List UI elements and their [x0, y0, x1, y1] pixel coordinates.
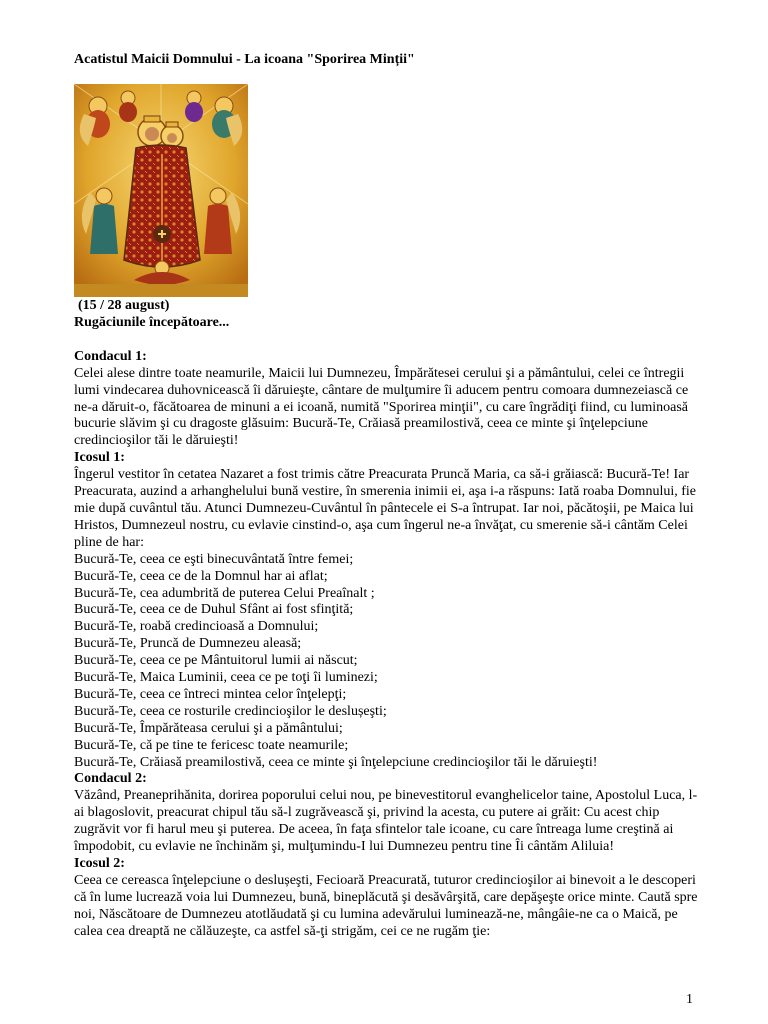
salutation-line: Bucură-Te, Pruncă de Dumnezeu aleasă; — [74, 636, 302, 652]
condac1-text: Celei alese dintre toate neamurile, Maicii lui Dumnezeu, Împărătesei cerului şi a pământului, celei ce întregii lumi vindecarea duhovnicească îi dăruieşte, cântare de mulţumire îi aducem pentru comoara dumnezeiască ce ne-a dăruit-o, făcătoarea de minuni a ei icoană, numită "Sporirea minţii", cu care îngrădiţi fiind, cu luminoasă bucurie slăvim şi cu dragoste glăsuim: Bucură-Te, Crăiasă preamilostivă, ceea ce minte şi înţelepciune credincioşilor tăi le dăruieşti! — [74, 365, 689, 449]
condac2-text: Văzând, Preaneprihănita, dorirea poporului celui nou, pe binevestitorul evanghelicelor taine, Apostolul Luca, l-ai blagoslovit, preacurat chipul tău să-l zugrăvească şi, privind la acesta, cu putere ai grăit: Cu acest chip zugrăvit vor fi harul meu şi puterea. De aceea, în faţa sfintelor tale icoane, cu care întreaga lume creştină ai împodobit, cu evlavie ne închinăm şi, mulţumindu-I lui Dumnezeu pentru tine Îi cântăm Aliluia! — [74, 788, 698, 855]
salutation-line: Bucură-Te, roabă credincioasă a Domnului; — [74, 619, 319, 635]
icos1-heading: Icosul 1: — [74, 450, 125, 466]
salutation-line: Bucură-Te, ceea ce eşti binecuvântată între femei; — [74, 551, 354, 567]
document-page — [74, 51, 700, 941]
salutation-line: Bucură-Te, cea adumbrită de puterea Celui Preaînalt ; — [74, 585, 375, 601]
icos1-text: Îngerul vestitor în cetatea Nazaret a fost trimis către Preacurata Pruncă Maria, ca să-i grăiască: Bucură-Te! Iar Preacurata, auzind a arhanghelului bună vestire, în smerenia inimii ei, aşa i-a răspuns: Iată roaba Domnului, fie mie după cuvântul tău. Atunci Dumnezeu-Cuvântul în pântecele ei S-a întrupat. Iar noi, păcătoşii, pe Maica lui Hristos, Dumnezeul nostru, cu evlavie cinstind-o, aşa cum îngerul ne-a învăţat, cu smerenie să-i cântăm Celei pline de har: — [74, 467, 696, 550]
icon-image — [74, 84, 248, 297]
salutation-line: Bucură-Te, ceea ce de la Domnul har ai aflat; — [74, 568, 328, 584]
salutation-line: Bucură-Te, ceea ce rosturile credincioşilor le deslușeşti; — [74, 703, 387, 719]
icos2-heading: Icosul 2: — [74, 856, 125, 871]
document-title: Acatistul Maicii Domnului - La icoana "Sporirea Minții" — [74, 52, 415, 67]
salutation-line: Bucură-Te, Maica Luminii, ceea ce pe toţi îi luminezi; — [74, 670, 378, 686]
salutation-line: Bucură-Te, ceea ce întreci mintea celor înţelepţi; — [74, 686, 347, 702]
theotokos-icon — [74, 84, 248, 297]
feast-date: (15 / 28 august) — [78, 298, 170, 313]
salutation-line: Bucură-Te, Împărăteasa cerului şi a pământului; — [74, 720, 343, 736]
salutation-line: Bucură-Te, ceea ce pe Mântuitorul lumii ai născut; — [74, 653, 358, 669]
salutation-line: Bucură-Te, Crăiasă preamilostivă, ceea ce minte şi înţelepciune credincioşilor tăi le dăruieşti! — [74, 754, 598, 770]
prayers-intro: Rugăciunile începătoare... — [74, 314, 230, 330]
salutation-line: Bucură-Te, că pe tine te fericesc toate neamurile; — [74, 737, 349, 753]
icos2-text: Ceea ce cereasca înţelepciune o deslușeşti, Fecioară Preacurată, tuturor credincioşilor ai binevoit a le descoperi că în lume lucrează voia lui Dumnezeu, bună, bineplăcută şi desăvârşită, care depăşeşte orice minte. Caută spre noi, Născătoare de Dumnezeu atotlăudată şi cu lumina adevărului luminează-ne, mângâie-ne ca o Maică, pe calea cea dreaptă ne călăuzeşte, ca astfel să-ţi strigăm, cei ce ne rugăm ţie: — [74, 872, 698, 939]
condac2-heading: Condacul 2: — [74, 771, 147, 787]
condac1-heading: Condacul 1: — [74, 348, 147, 364]
salutation-line: Bucură-Te, ceea ce de Duhul Sfânt ai fost sfinţită; — [74, 602, 354, 618]
page-number: 1 — [686, 992, 693, 1007]
